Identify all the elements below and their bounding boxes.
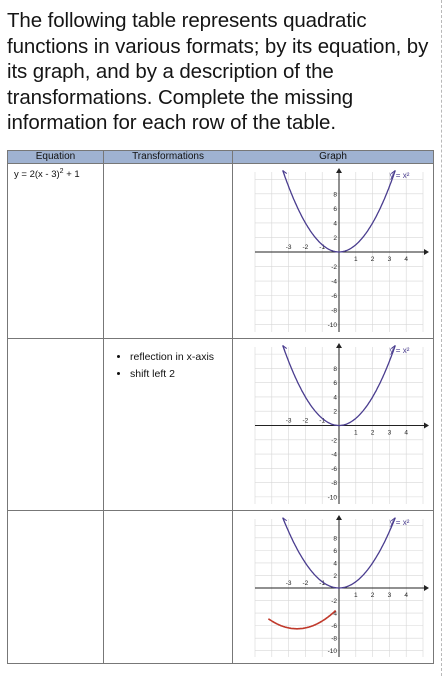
header-graph: Graph xyxy=(233,151,434,164)
equation-cell xyxy=(8,164,104,339)
graph-cell xyxy=(233,164,434,339)
y-tick-label: 8 xyxy=(333,191,337,199)
coordinate-graph xyxy=(233,164,433,338)
y-tick-label: -4 xyxy=(331,610,337,618)
y-tick-label: 8 xyxy=(333,365,337,373)
y-tick-label: 4 xyxy=(333,220,337,228)
x-tick-label: -3 xyxy=(285,417,292,425)
y-tick-label: -2 xyxy=(331,598,337,606)
transformations-cell xyxy=(104,339,233,511)
y-tick-label: 6 xyxy=(333,380,337,388)
x-tick-label: -1 xyxy=(319,244,326,251)
transformations-cell-empty[interactable] xyxy=(104,511,233,664)
header-equation: Equation xyxy=(8,151,104,164)
equation-text: y = 2(x - 3)$^2$ + 1 xyxy=(14,168,80,181)
y-tick-label: -4 xyxy=(331,451,337,459)
x-tick-label: -1 xyxy=(319,417,326,425)
question-prompt: The following table represents quadratic functions in various formats; by its equation, by its graph, and by a description of the transformations. Complete the missing information for each row of the table. xyxy=(7,9,429,134)
y-tick-label: 2 xyxy=(333,572,337,580)
y-axis-arrow-icon xyxy=(336,515,342,520)
curve-arrow-icon xyxy=(283,346,287,351)
x-tick-label: 3 xyxy=(387,256,392,263)
y-tick-label: -6 xyxy=(331,465,337,473)
x-tick-label: -2 xyxy=(302,580,309,587)
y-tick-label: -10 xyxy=(327,494,337,502)
function-label: y = x² xyxy=(389,346,410,355)
transformations-cell-empty[interactable] xyxy=(104,164,233,339)
x-tick-label: 1 xyxy=(353,429,358,437)
y-tick-label: 2 xyxy=(333,234,337,242)
graph-cell xyxy=(233,339,434,511)
y-tick-label: -6 xyxy=(331,293,337,301)
equation-cell-empty[interactable] xyxy=(8,511,104,664)
function-label: y = x² xyxy=(389,171,410,180)
y-tick-label: -4 xyxy=(331,278,337,286)
page-edge-guide xyxy=(441,0,442,676)
coordinate-graph xyxy=(233,511,433,663)
table-row xyxy=(8,511,434,664)
quadratic-table xyxy=(7,150,434,664)
transformations-list xyxy=(104,349,232,383)
x-tick-label: 4 xyxy=(404,429,409,437)
x-tick-label: 2 xyxy=(370,256,375,263)
x-axis-arrow-icon xyxy=(424,423,429,429)
x-tick-label: 2 xyxy=(370,592,375,599)
x-tick-label: -1 xyxy=(319,580,326,587)
x-tick-label: -2 xyxy=(302,244,309,251)
equation-cell-empty[interactable] xyxy=(8,339,104,511)
curve-arrow-icon xyxy=(283,171,287,176)
y-tick-label: 2 xyxy=(333,408,337,416)
x-tick-label: -2 xyxy=(302,417,309,425)
y-tick-label: -8 xyxy=(331,635,337,643)
y-axis-arrow-icon xyxy=(336,168,342,173)
y-tick-label: 4 xyxy=(333,394,337,402)
x-axis-arrow-icon xyxy=(424,249,429,255)
x-tick-label: 4 xyxy=(404,256,409,263)
y-tick-label: -2 xyxy=(331,264,337,272)
y-tick-label: -8 xyxy=(331,307,337,315)
y-tick-label: -10 xyxy=(327,322,337,330)
y-axis-arrow-icon xyxy=(336,343,342,348)
function-label: y = x² xyxy=(389,518,410,527)
table-row xyxy=(8,339,434,511)
x-tick-label: 3 xyxy=(387,592,392,599)
graph-cell xyxy=(233,511,434,664)
x-tick-label: 1 xyxy=(353,592,358,599)
y-tick-label: -6 xyxy=(331,623,337,631)
transformation-item: • reflection in x-axis xyxy=(130,349,232,366)
x-axis-arrow-icon xyxy=(424,585,429,591)
x-tick-label: 2 xyxy=(370,429,375,437)
x-tick-label: 4 xyxy=(404,592,409,599)
x-tick-label: -3 xyxy=(285,580,292,587)
x-tick-label: 1 xyxy=(353,256,358,263)
table-row xyxy=(8,164,434,339)
x-tick-label: -3 xyxy=(285,244,292,251)
y-tick-label: 8 xyxy=(333,535,337,543)
y-tick-label: -10 xyxy=(327,648,337,656)
y-tick-label: -8 xyxy=(331,480,337,488)
coordinate-graph xyxy=(233,339,433,510)
header-transformations: Transformations xyxy=(104,151,233,164)
y-tick-label: 6 xyxy=(333,205,337,213)
transformation-item: • shift left 2 xyxy=(130,366,232,383)
y-tick-label: 6 xyxy=(333,547,337,555)
y-tick-label: 4 xyxy=(333,560,337,568)
y-tick-label: -2 xyxy=(331,437,337,445)
curve-arrow-icon xyxy=(283,518,287,523)
x-tick-label: 3 xyxy=(387,429,392,437)
